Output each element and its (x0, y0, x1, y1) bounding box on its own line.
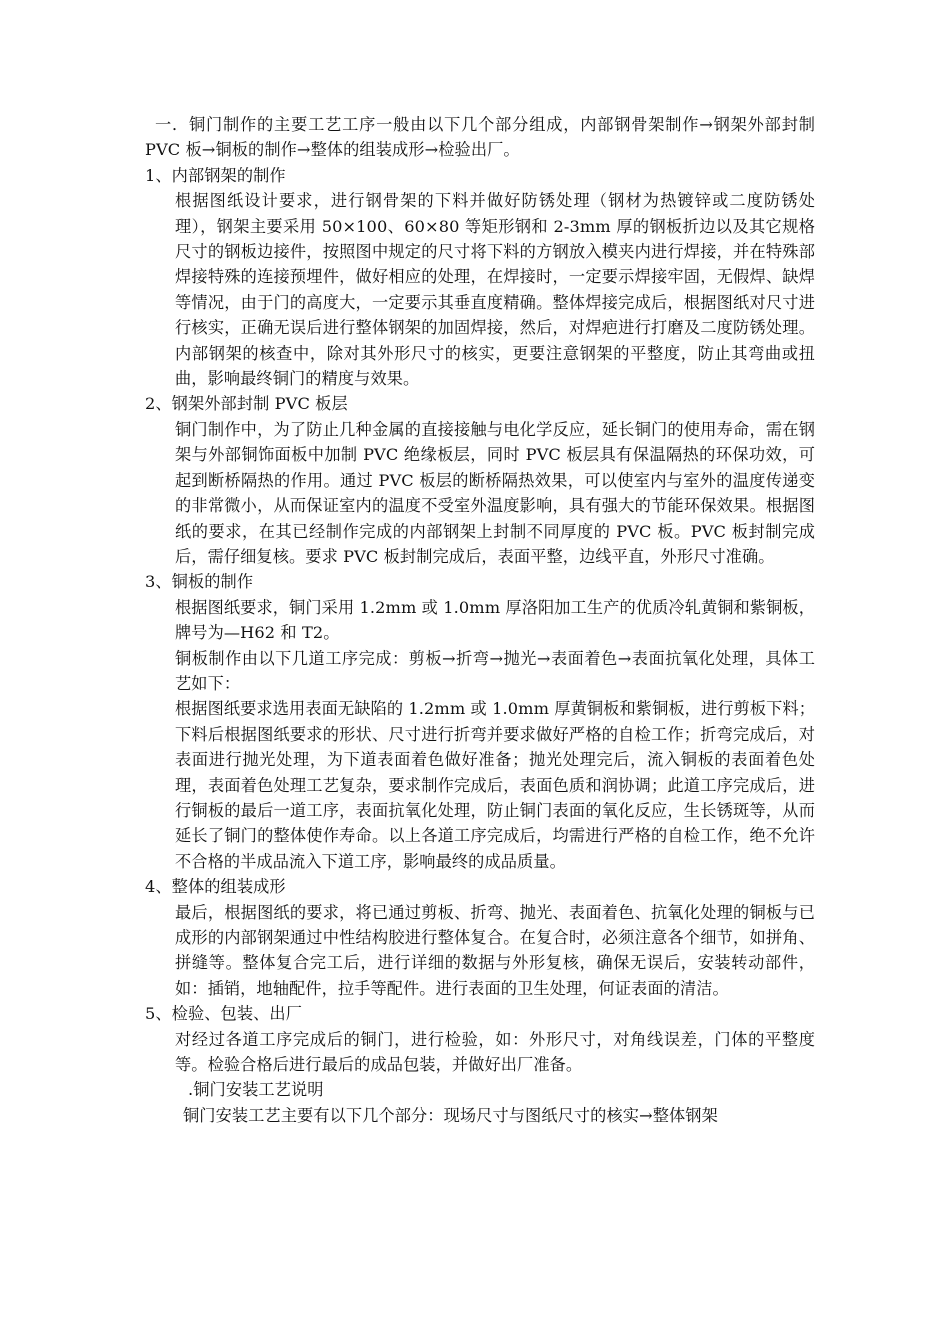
section-2-heading: 2、钢架外部封制 PVC 板层 (145, 394, 348, 414)
section-3-paragraph-2: 铜板制作由以下几道工序完成：剪板→折弯→抛光→表面着色→表面抗氧化处理，具体工艺如下： (175, 648, 815, 693)
section-3-paragraph-1: 根据图纸要求，铜门采用 1.2mm 或 1.0mm 厚洛阳加工生产的优质冷轧黄铜和紫铜板，牌号为—H62 和 T2。 (175, 597, 815, 643)
section-5-heading: 5、检验、包装、出厂 (145, 1004, 302, 1024)
section-4-paragraph: 最后，根据图纸的要求，将已通过剪板、折弯、抛光、表面着色、抗氧化处理的铜板与已成形的内部钢架通过中性结构胶进行整体复合。在复合时，必须注意各个细节，如拼角、拼缝等。整体复合完工后，进行详细的数据与外形复核，确保无误后，安装转动部件，如：插销，地轴配件，拉手等配件。进行表面的卫生处理，何证表面的清洁。 (175, 902, 815, 998)
install-intro: 铜门安装工艺主要有以下几个部分：现场尺寸与图纸尺寸的核实→整体钢架 (183, 1105, 718, 1125)
section-4-heading: 4、整体的组装成形 (145, 877, 286, 897)
section-3-paragraph-3: 根据图纸要求选用表面无缺陷的 1.2mm 或 1.0mm 厚黄铜板和紫铜板，进行剪板下料；下料后根据图纸要求的形状、尺寸进行折弯并要求做好严格的自检工作；折弯完成后，对表面进行抛光处理，为下道表面着色做好准备；抛光处理完后，流入铜板的表面着色处理，表面着色处理工艺复杂，要求制作完成后，表面色质和润协调；此道工序完成后，进行铜板的最后一道工序，表面抗氧化处理，防止铜门表面的氧化反应，生长锈斑等，从而延长了铜门的整体使作寿命。以上各道工序完成后，均需进行严格的自检工作，绝不允许不合格的半成品流入下道工序，影响最终的成品质量。 (175, 699, 815, 871)
section-3-heading: 3、铜板的制作 (145, 572, 254, 592)
install-title: .铜门安装工艺说明 (188, 1080, 324, 1100)
section-1-heading: 1、内部钢架的制作 (145, 165, 286, 185)
section-2-paragraph: 铜门制作中，为了防止几种金属的直接接触与电化学反应，延长铜门的使用寿命，需在钢架与外部铜饰面板中加制 PVC 绝缘板层，同时 PVC 板层具有保温隔热的环保功效，可起到断桥隔热的作用。通过 PVC 板层的断桥隔热效果，可以使室内与室外的温度传递变的非常微小，从而保证室内的温度不受室外温度影响，具有强大的节能环保效果。根据图纸的要求，在其已经制作完成的内部钢架上封制不同厚度的 PVC 板。PVC 板封制完成后，需仔细复核。要求 PVC 板封制完成后，表面平整，边线平直，外形尺寸准确。 (175, 419, 815, 566)
document-body (145, 112, 815, 1128)
section-1-paragraph: 根据图纸设计要求，进行钢骨架的下料并做好防锈处理（钢材为热镀锌或二度防锈处理），钢架主要采用 50×100、60×80 等矩形钢和 2-3mm 厚的钢板折边以及其它规格尺寸的钢板边接件，按照图中规定的尺寸将下料的方钢放入模夹内进行焊接，并在特殊部焊接特殊的连接预埋件，做好相应的处理，在焊接时，一定要示焊接牢固，无假焊、缺焊等情况，由于门的高度大，一定要示其垂直度精确。整体焊接完成后，根据图纸对尺寸进行核实，正确无误后进行整体钢架的加固焊接，然后，对焊疤进行打磨及二度防锈处理。内部钢架的核查中，除对其外形尺寸的核实，更要注意钢架的平整度，防止其弯曲或扭曲，影响最终铜门的精度与效果。 (175, 191, 815, 389)
section-5-paragraph: 对经过各道工序完成后的铜门，进行检验，如：外形尺寸，对角线误差，门体的平整度等。检验合格后进行最后的成品包装，并做好出厂准备。 (175, 1029, 815, 1075)
intro-paragraph: 一．铜门制作的主要工艺工序一般由以下几个部分组成，内部钢骨架制作→钢架外部封制 PVC 板→铜板的制作→整体的组装成形→检验出厂。 (145, 115, 815, 160)
